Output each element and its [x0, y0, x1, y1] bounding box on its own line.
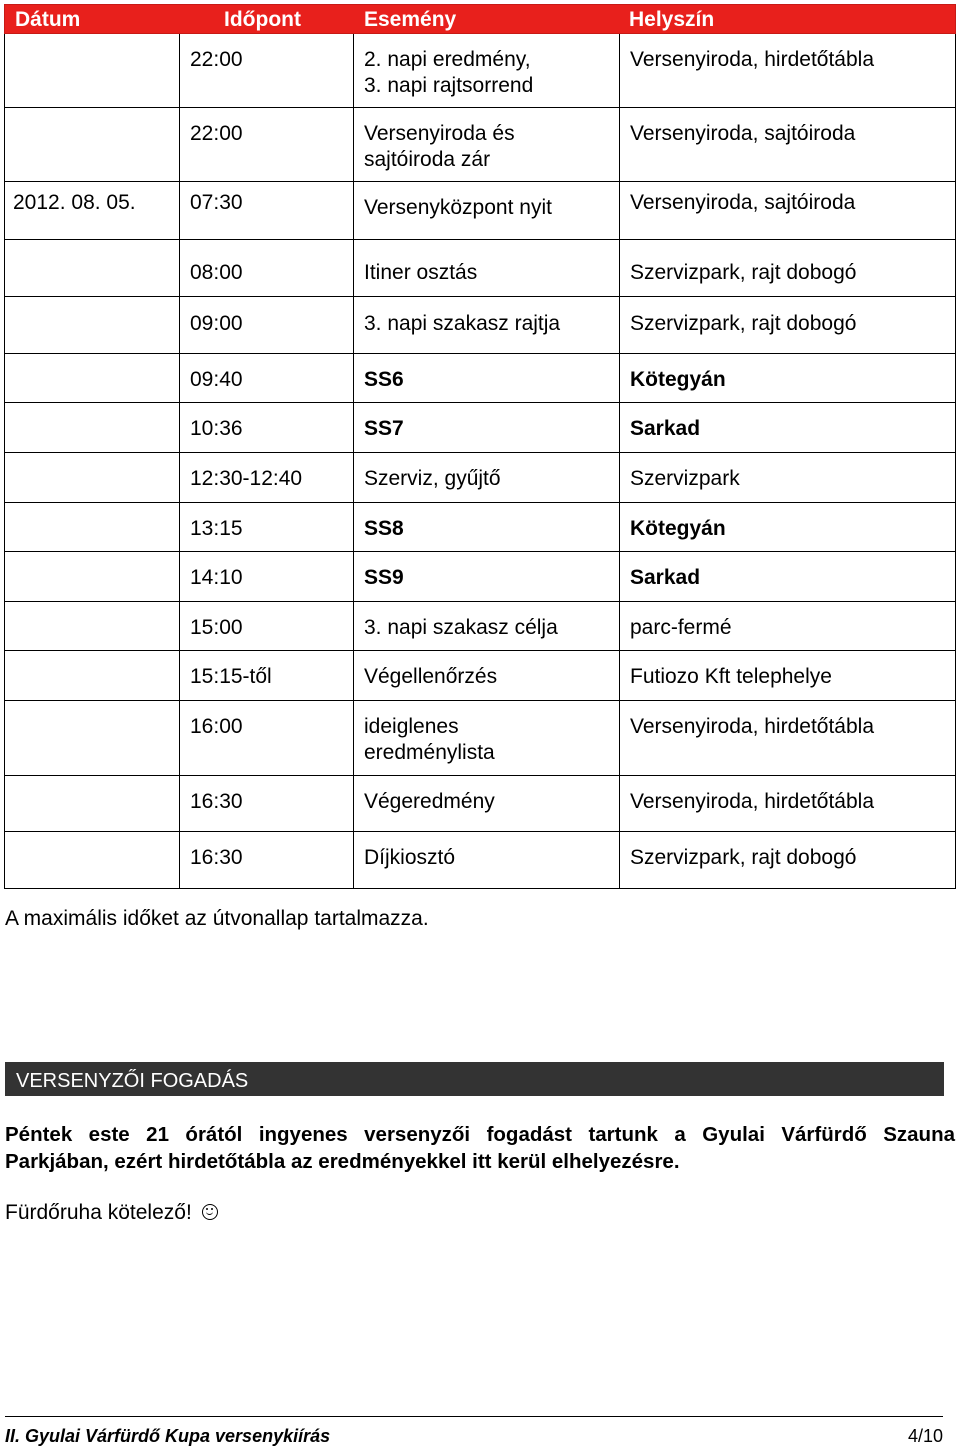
cell-time: 13:15	[180, 503, 354, 551]
table-row	[4, 403, 956, 453]
table-row	[4, 651, 956, 701]
header-time: Időpont	[224, 8, 301, 31]
cell-line: Díjkiosztó	[364, 846, 456, 869]
cell-line: Végellenőrzés	[364, 665, 498, 688]
table-row	[4, 108, 956, 182]
table-row	[4, 297, 956, 354]
cell-date	[5, 602, 180, 650]
cell-date	[5, 651, 180, 700]
table-row	[4, 240, 956, 297]
cell-place: parc-fermé	[630, 616, 732, 639]
cell-time: 07:30	[180, 182, 354, 239]
schedule-note: A maximális időket az útvonallap tartalmazza.	[5, 907, 429, 930]
swimwear-note	[5, 1201, 218, 1225]
cell-place: Versenyiroda, hirdetőtábla	[630, 715, 874, 738]
cell-time: 14:10	[180, 552, 354, 601]
cell-place: Versenyiroda, sajtóiroda	[630, 191, 856, 214]
cell-place: Szervizpark	[630, 467, 740, 490]
cell-date	[5, 354, 180, 402]
cell-place: Versenyiroda, hirdetőtábla	[630, 790, 874, 813]
table-row	[4, 832, 956, 889]
cell-event	[354, 453, 620, 502]
cell-line: SS9	[364, 566, 404, 589]
cell-time: 16:00	[180, 701, 354, 775]
cell-time: 22:00	[180, 34, 354, 107]
cell-date	[5, 297, 180, 353]
cell-date	[5, 832, 180, 888]
cell-time: 16:30	[180, 832, 354, 888]
cell-line: Szerviz, gyűjtő	[364, 467, 501, 490]
table-body	[4, 34, 956, 889]
cell-time: 08:00	[180, 240, 354, 296]
cell-event	[354, 552, 620, 601]
table-row	[4, 602, 956, 651]
cell-time: 16:30	[180, 776, 354, 831]
swimwear-text: Fürdőruha kötelező!	[5, 1201, 192, 1224]
footer-title: II. Gyulai Várfürdő Kupa versenykiírás	[5, 1426, 331, 1446]
header-event: Esemény	[364, 8, 457, 31]
cell-event	[354, 34, 620, 107]
cell-place: Sarkad	[630, 417, 701, 440]
table-row	[4, 453, 956, 503]
table-row	[4, 701, 956, 776]
cell-date	[5, 503, 180, 551]
table-row	[4, 34, 956, 108]
cell-time: 09:40	[180, 354, 354, 402]
cell-date	[5, 240, 180, 296]
table-row	[4, 776, 956, 832]
cell-place: Szervizpark, rajt dobogó	[630, 846, 857, 869]
cell-line: sajtóiroda zár	[364, 148, 491, 171]
schedule-table	[4, 4, 956, 889]
cell-event	[354, 701, 620, 775]
table-row	[4, 552, 956, 602]
cell-line: Versenyiroda és	[364, 122, 515, 145]
footer-divider	[5, 1416, 943, 1417]
cell-event	[354, 354, 620, 402]
cell-line: SS7	[364, 417, 404, 440]
cell-event	[354, 832, 620, 888]
cell-event	[354, 182, 620, 239]
cell-event	[354, 403, 620, 452]
cell-date	[5, 701, 180, 775]
cell-line: eredménylista	[364, 741, 495, 764]
cell-line: 3. napi szakasz célja	[364, 616, 558, 639]
cell-place: Futiozo Kft telephelye	[630, 665, 832, 688]
cell-line: 3. napi szakasz rajtja	[364, 312, 561, 335]
cell-line: SS8	[364, 517, 404, 540]
cell-line: SS6	[364, 368, 404, 391]
cell-event	[354, 503, 620, 551]
cell-date	[5, 108, 180, 181]
smiley-icon	[202, 1204, 218, 1220]
cell-event	[354, 602, 620, 650]
cell-place: Sarkad	[630, 566, 701, 589]
cell-event	[354, 776, 620, 831]
reception-paragraph	[5, 1121, 955, 1175]
cell-date	[5, 453, 180, 502]
table-header	[4, 4, 956, 34]
cell-time: 12:30-12:40	[180, 453, 354, 502]
cell-line: Versenyközpont nyit	[364, 196, 552, 219]
cell-time: 22:00	[180, 108, 354, 181]
cell-time: 15:15-től	[180, 651, 354, 700]
cell-time: 09:00	[180, 297, 354, 353]
cell-line: Itiner osztás	[364, 261, 478, 284]
cell-event	[354, 651, 620, 700]
table-row	[4, 182, 956, 240]
page-number: 4/10	[907, 1426, 943, 1446]
cell-place: Szervizpark, rajt dobogó	[630, 312, 857, 335]
cell-event	[354, 240, 620, 296]
cell-place: Versenyiroda, sajtóiroda	[630, 122, 856, 145]
cell-line: ideiglenes	[364, 715, 459, 738]
header-date: Dátum	[15, 8, 81, 31]
cell-date	[5, 776, 180, 831]
cell-time: 15:00	[180, 602, 354, 650]
cell-event	[354, 297, 620, 353]
cell-event	[354, 108, 620, 181]
cell-line: 2. napi eredmény,	[364, 48, 531, 71]
paragraph-line: Parkjában, ezért hirdetőtábla az eredményekkel itt kerül elhelyezésre.	[5, 1150, 680, 1173]
cell-line: Végeredmény	[364, 790, 495, 813]
cell-date	[5, 552, 180, 601]
cell-place: Kötegyán	[630, 368, 726, 391]
table-row	[4, 354, 956, 403]
cell-date	[5, 403, 180, 452]
cell-place: Szervizpark, rajt dobogó	[630, 261, 857, 284]
cell-date	[5, 34, 180, 107]
table-row	[4, 503, 956, 552]
section-title: VERSENYZŐI FOGADÁS	[5, 1062, 944, 1096]
cell-place: Kötegyán	[630, 517, 726, 540]
cell-time: 10:36	[180, 403, 354, 452]
cell-place: Versenyiroda, hirdetőtábla	[630, 48, 874, 71]
cell-date: 2012. 08. 05.	[5, 182, 180, 239]
header-place: Helyszín	[629, 8, 715, 31]
paragraph-line: Péntek este 21 órától ingyenes versenyzői fogadást tartunk a Gyulai Várfürdő Szauna	[5, 1123, 955, 1146]
cell-line: 3. napi rajtsorrend	[364, 74, 534, 97]
